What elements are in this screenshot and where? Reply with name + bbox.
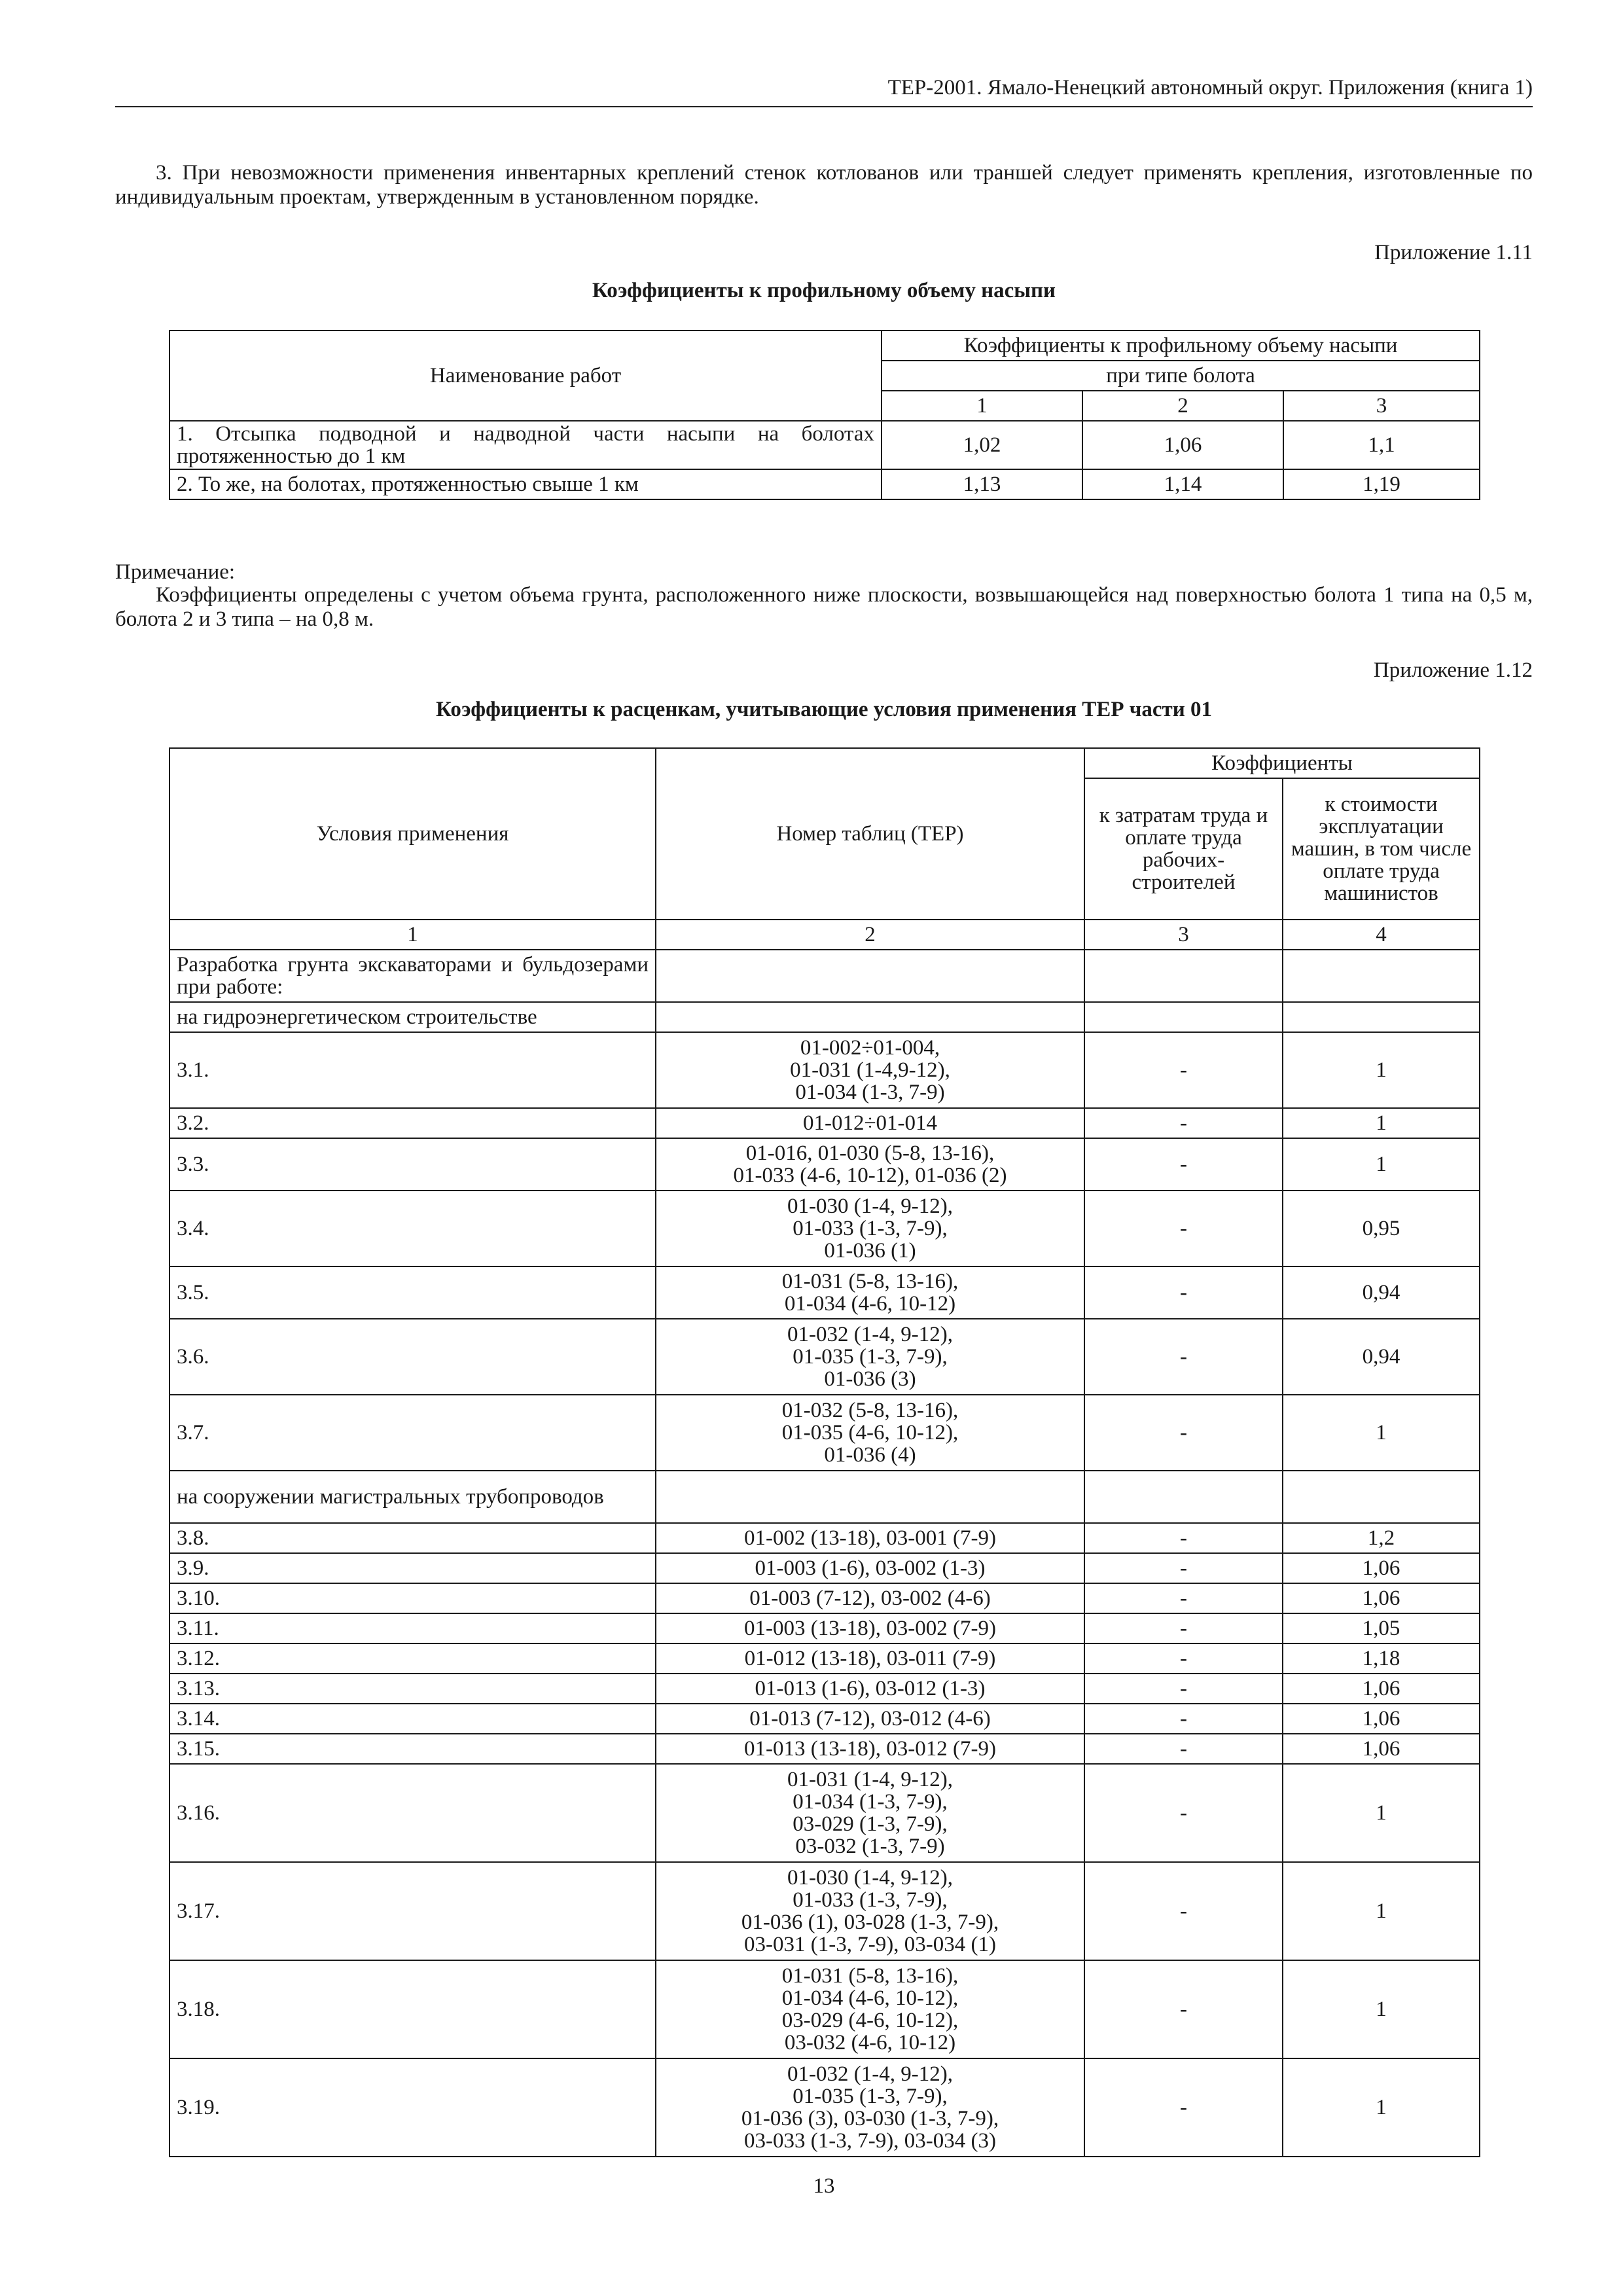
table-row bbox=[169, 1138, 1480, 1191]
table-row bbox=[169, 1032, 1480, 1108]
header-labor-coef: к затратам труда и оплате труда рабочих-строителей bbox=[1084, 778, 1283, 920]
table-numbers-cell: 01-002÷01-004, 01-031 (1-4,9-12), 01-034 (1-3, 7-9) bbox=[656, 1032, 1084, 1108]
labor-coef-cell: - bbox=[1084, 1674, 1283, 1704]
labor-coef-cell: - bbox=[1084, 2058, 1283, 2157]
table-numbers-cell bbox=[656, 1471, 1084, 1523]
table-row bbox=[169, 1643, 1480, 1674]
header-type-3: 3 bbox=[1283, 391, 1480, 421]
table-numbers-cell: 01-012 (13-18), 03-011 (7-9) bbox=[656, 1643, 1084, 1674]
table-numbers-cell: 01-012÷01-014 bbox=[656, 1108, 1084, 1138]
condition-cell: 3.1. bbox=[169, 1032, 656, 1108]
table-numbers-cell: 01-030 (1-4, 9-12), 01-033 (1-3, 7-9), 01-036 (1), 03-028 (1-3, 7-9), 03-031 (1-3, 7-9), 03-034 (1) bbox=[656, 1862, 1084, 1960]
coef-cell: 1,19 bbox=[1283, 469, 1480, 499]
condition-cell: 3.9. bbox=[169, 1553, 656, 1583]
machine-coef-cell: 1 bbox=[1283, 1032, 1480, 1108]
machine-coef-cell: 1 bbox=[1283, 1138, 1480, 1191]
coef-cell: 1,13 bbox=[882, 469, 1082, 499]
machine-coef-cell: 0,94 bbox=[1283, 1319, 1480, 1395]
table-row bbox=[169, 1523, 1480, 1553]
page-number: 13 bbox=[813, 2174, 835, 2198]
table-row bbox=[169, 1704, 1480, 1734]
table-header-row bbox=[169, 331, 1480, 361]
machine-coef-cell bbox=[1283, 1471, 1480, 1523]
labor-coef-cell: - bbox=[1084, 1764, 1283, 1862]
condition-cell: 3.19. bbox=[169, 2058, 656, 2157]
condition-cell: 3.17. bbox=[169, 1862, 656, 1960]
condition-cell: на гидроэнергетическом строительстве bbox=[169, 1002, 656, 1032]
table-row bbox=[169, 1674, 1480, 1704]
header-conditions: Условия применения bbox=[169, 748, 656, 920]
table-numbers-cell: 01-032 (1-4, 9-12), 01-035 (1-3, 7-9), 01-036 (3) bbox=[656, 1319, 1084, 1395]
machine-coef-cell: 1,06 bbox=[1283, 1734, 1480, 1764]
header-machine-coef: к стоимости эксплуатации машин, в том числе оплате труда машинистов bbox=[1283, 778, 1480, 920]
table-row bbox=[169, 1553, 1480, 1583]
table-numbers-cell: 01-016, 01-030 (5-8, 13-16), 01-033 (4-6, 10-12), 01-036 (2) bbox=[656, 1138, 1084, 1191]
machine-coef-cell: 1 bbox=[1283, 2058, 1480, 2157]
appendix-1-11-label: Приложение 1.11 bbox=[1374, 241, 1533, 264]
labor-coef-cell: - bbox=[1084, 1643, 1283, 1674]
table-numbers-cell: 01-031 (1-4, 9-12), 01-034 (1-3, 7-9), 03-029 (1-3, 7-9), 03-032 (1-3, 7-9) bbox=[656, 1764, 1084, 1862]
condition-cell: 3.10. bbox=[169, 1583, 656, 1613]
table-row bbox=[169, 421, 1480, 469]
labor-coef-cell: - bbox=[1084, 1395, 1283, 1471]
condition-cell: 3.15. bbox=[169, 1734, 656, 1764]
appendix-1-12-label: Приложение 1.12 bbox=[1373, 658, 1533, 682]
labor-coef-cell: - bbox=[1084, 1704, 1283, 1734]
table-numbers-cell: 01-032 (5-8, 13-16), 01-035 (4-6, 10-12), 01-036 (4) bbox=[656, 1395, 1084, 1471]
intro-paragraph: 3. При невозможности применения инвентарных креплений стенок котлованов или траншей следует применять крепления, изготовленные по индивидуальным проектам, утвержденным в установленном порядке. bbox=[115, 161, 1533, 209]
machine-coef-cell: 0,94 bbox=[1283, 1266, 1480, 1319]
table-row bbox=[169, 1613, 1480, 1643]
machine-coef-cell: 1 bbox=[1283, 1764, 1480, 1862]
machine-coef-cell: 1,06 bbox=[1283, 1553, 1480, 1583]
machine-coef-cell: 0,95 bbox=[1283, 1191, 1480, 1266]
condition-cell: 3.2. bbox=[169, 1108, 656, 1138]
table-row bbox=[169, 469, 1480, 499]
table-row bbox=[169, 1471, 1480, 1523]
labor-coef-cell: - bbox=[1084, 1553, 1283, 1583]
table-numbers-cell: 01-013 (7-12), 03-012 (4-6) bbox=[656, 1704, 1084, 1734]
condition-cell: 3.7. bbox=[169, 1395, 656, 1471]
table-numbers-cell: 01-013 (13-18), 03-012 (7-9) bbox=[656, 1734, 1084, 1764]
table-row bbox=[169, 950, 1480, 1002]
condition-cell: 3.6. bbox=[169, 1319, 656, 1395]
condition-cell: Разработка грунта экскаваторами и бульдозерами при работе: bbox=[169, 950, 656, 1002]
table-row bbox=[169, 1960, 1480, 2058]
table-row bbox=[169, 1266, 1480, 1319]
condition-cell: 3.13. bbox=[169, 1674, 656, 1704]
table-row bbox=[169, 1734, 1480, 1764]
table-numbers-cell: 01-003 (13-18), 03-002 (7-9) bbox=[656, 1613, 1084, 1643]
condition-cell: 3.4. bbox=[169, 1191, 656, 1266]
application-conditions-table bbox=[169, 747, 1480, 2157]
table-numbers-cell: 01-002 (13-18), 03-001 (7-9) bbox=[656, 1523, 1084, 1553]
table-body bbox=[169, 950, 1480, 2157]
running-header: ТЕР-2001. Ямало-Ненецкий автономный округ. Приложения (книга 1) bbox=[115, 73, 1533, 107]
condition-cell: 3.14. bbox=[169, 1704, 656, 1734]
header-table-numbers: Номер таблиц (ТЕР) bbox=[656, 748, 1084, 920]
labor-coef-cell: - bbox=[1084, 1523, 1283, 1553]
table-header bbox=[169, 748, 1480, 950]
condition-cell: 3.18. bbox=[169, 1960, 656, 2058]
table-numbers-cell: 01-030 (1-4, 9-12), 01-033 (1-3, 7-9), 01-036 (1) bbox=[656, 1191, 1084, 1266]
labor-coef-cell: - bbox=[1084, 1266, 1283, 1319]
coef-cell: 1,14 bbox=[1082, 469, 1283, 499]
table-row bbox=[169, 1583, 1480, 1613]
labor-coef-cell: - bbox=[1084, 1319, 1283, 1395]
condition-cell: 3.8. bbox=[169, 1523, 656, 1553]
header-col-2: 2 bbox=[656, 920, 1084, 950]
labor-coef-cell: - bbox=[1084, 1191, 1283, 1266]
machine-coef-cell bbox=[1283, 950, 1480, 1002]
table-numbers-cell: 01-003 (7-12), 03-002 (4-6) bbox=[656, 1583, 1084, 1613]
appendix-1-11-title: Коэффициенты к профильному объему насыпи bbox=[592, 279, 1056, 302]
header-swamp-type: при типе болота bbox=[882, 361, 1480, 391]
table-numbers-cell bbox=[656, 1002, 1084, 1032]
labor-coef-cell bbox=[1084, 1002, 1283, 1032]
machine-coef-cell: 1,05 bbox=[1283, 1613, 1480, 1643]
note-label: Примечание: bbox=[115, 560, 236, 584]
work-name-cell: 2. То же, на болотах, протяженностью свыше 1 км bbox=[169, 469, 882, 499]
header-coefficients: Коэффициенты bbox=[1084, 748, 1480, 778]
table-row bbox=[169, 1862, 1480, 1960]
condition-cell: на сооружении магистральных трубопроводов bbox=[169, 1471, 656, 1523]
labor-coef-cell: - bbox=[1084, 1960, 1283, 2058]
machine-coef-cell: 1 bbox=[1283, 1960, 1480, 2058]
table-row bbox=[169, 2058, 1480, 2157]
table-numbers-cell: 01-003 (1-6), 03-002 (1-3) bbox=[656, 1553, 1084, 1583]
header-coef-group: Коэффициенты к профильному объему насыпи bbox=[882, 331, 1480, 361]
embankment-coefficients-table bbox=[169, 330, 1480, 500]
labor-coef-cell: - bbox=[1084, 1734, 1283, 1764]
condition-cell: 3.3. bbox=[169, 1138, 656, 1191]
table-row bbox=[169, 1319, 1480, 1395]
labor-coef-cell: - bbox=[1084, 1862, 1283, 1960]
coef-cell: 1,06 bbox=[1082, 421, 1283, 469]
condition-cell: 3.16. bbox=[169, 1764, 656, 1862]
table-numbers-cell: 01-031 (5-8, 13-16), 01-034 (4-6, 10-12) bbox=[656, 1266, 1084, 1319]
header-col-3: 3 bbox=[1084, 920, 1283, 950]
labor-coef-cell bbox=[1084, 950, 1283, 1002]
table-row bbox=[169, 1108, 1480, 1138]
condition-cell: 3.11. bbox=[169, 1613, 656, 1643]
table-numbers-cell: 01-031 (5-8, 13-16), 01-034 (4-6, 10-12), 03-029 (4-6, 10-12), 03-032 (4-6, 10-12) bbox=[656, 1960, 1084, 2058]
table-row bbox=[169, 1002, 1480, 1032]
condition-cell: 3.12. bbox=[169, 1643, 656, 1674]
header-col-4: 4 bbox=[1283, 920, 1480, 950]
labor-coef-cell: - bbox=[1084, 1583, 1283, 1613]
labor-coef-cell bbox=[1084, 1471, 1283, 1523]
header-work-name: Наименование работ bbox=[169, 331, 882, 421]
table-header-row bbox=[169, 748, 1480, 778]
machine-coef-cell: 1,06 bbox=[1283, 1674, 1480, 1704]
machine-coef-cell: 1,2 bbox=[1283, 1523, 1480, 1553]
machine-coef-cell: 1,06 bbox=[1283, 1583, 1480, 1613]
coef-cell: 1,1 bbox=[1283, 421, 1480, 469]
appendix-1-12-title: Коэффициенты к расценкам, учитывающие условия применения ТЕР части 01 bbox=[436, 698, 1212, 721]
labor-coef-cell: - bbox=[1084, 1108, 1283, 1138]
table-header-row bbox=[169, 920, 1480, 950]
header-col-1: 1 bbox=[169, 920, 656, 950]
labor-coef-cell: - bbox=[1084, 1138, 1283, 1191]
coef-cell: 1,02 bbox=[882, 421, 1082, 469]
table-row bbox=[169, 1395, 1480, 1471]
table-numbers-cell: 01-032 (1-4, 9-12), 01-035 (1-3, 7-9), 01-036 (3), 03-030 (1-3, 7-9), 03-033 (1-3, 7-9), 03-034 (3) bbox=[656, 2058, 1084, 2157]
labor-coef-cell: - bbox=[1084, 1613, 1283, 1643]
condition-cell: 3.5. bbox=[169, 1266, 656, 1319]
table-row bbox=[169, 1764, 1480, 1862]
machine-coef-cell bbox=[1283, 1002, 1480, 1032]
table-row bbox=[169, 1191, 1480, 1266]
header-type-2: 2 bbox=[1082, 391, 1283, 421]
note-text: Коэффициенты определены с учетом объема грунта, расположенного ниже плоскости, возвышающейся над поверхностью болота 1 типа на 0,5 м, болота 2 и 3 типа – на 0,8 м. bbox=[115, 583, 1533, 631]
table-numbers-cell bbox=[656, 950, 1084, 1002]
machine-coef-cell: 1 bbox=[1283, 1108, 1480, 1138]
labor-coef-cell: - bbox=[1084, 1032, 1283, 1108]
machine-coef-cell: 1 bbox=[1283, 1395, 1480, 1471]
machine-coef-cell: 1,18 bbox=[1283, 1643, 1480, 1674]
work-name-cell: 1. Отсыпка подводной и надводной части насыпи на болотах протяженностью до 1 км bbox=[169, 421, 882, 469]
table-numbers-cell: 01-013 (1-6), 03-012 (1-3) bbox=[656, 1674, 1084, 1704]
machine-coef-cell: 1 bbox=[1283, 1862, 1480, 1960]
machine-coef-cell: 1,06 bbox=[1283, 1704, 1480, 1734]
header-type-1: 1 bbox=[882, 391, 1082, 421]
